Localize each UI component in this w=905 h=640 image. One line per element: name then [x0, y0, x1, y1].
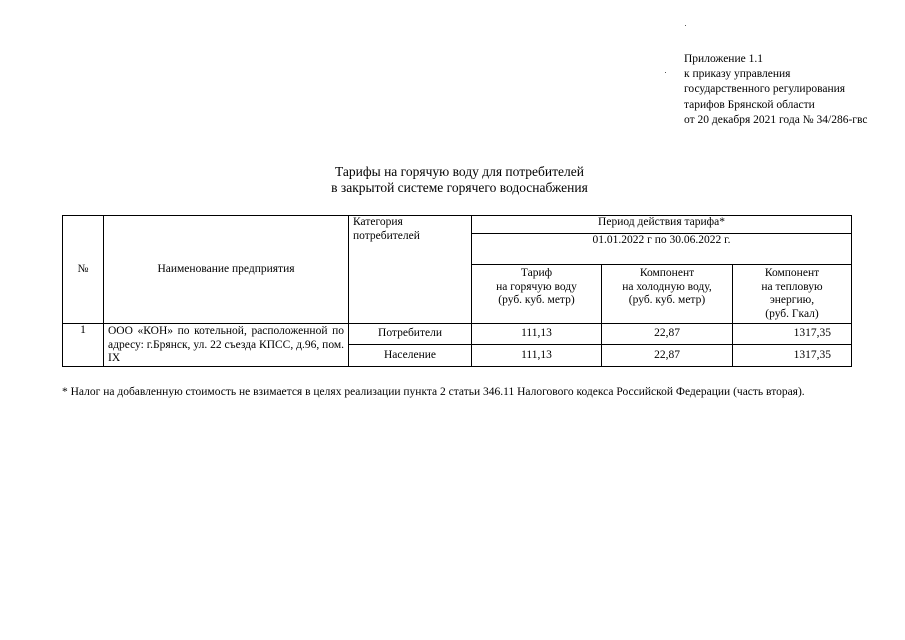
header-text: Компонент [764, 267, 820, 279]
heat-energy-component-value: 1317,35 [733, 324, 852, 345]
header-text: (руб. куб. метр) [498, 294, 575, 306]
header-text: на горячую воду [496, 280, 577, 293]
tariff-table [62, 215, 852, 367]
header-text: на тепловую [761, 280, 823, 293]
header-text: энергию, [769, 294, 815, 306]
row-number: 1 [63, 324, 104, 367]
header-text: Тариф [520, 267, 553, 279]
header-text: (руб. куб. метр) [628, 294, 706, 306]
scan-speck [665, 72, 666, 73]
cold-water-component-value: 22,87 [602, 345, 733, 366]
table-header-row [63, 216, 852, 234]
header-number: № [63, 216, 104, 324]
header-period-dates: 01.01.2022 г по 30.06.2022 г. [472, 234, 852, 265]
title-line: Тарифы на горячую воду для потребителей [335, 164, 584, 179]
header-heat-energy-component [733, 265, 852, 324]
header-text: Компонент [639, 267, 695, 279]
enterprise-name: ООО «КОН» по котельной, расположенной по адресу: г.Брянск, ул. 22 съезда КПСС, д.96, пом. IX [104, 324, 349, 367]
cold-water-component-value: 22,87 [602, 324, 733, 345]
header-hot-water-tariff [472, 265, 602, 324]
header-text: (руб. Гкал) [765, 307, 819, 320]
consumer-category: Потребители [349, 324, 472, 345]
hot-water-tariff-value: 111,13 [472, 345, 602, 366]
header-enterprise-name: Наименование предприятия [104, 216, 349, 324]
appendix-line: к приказу управления [684, 68, 791, 81]
header-text: на холодную воду, [622, 280, 712, 293]
appendix-line: от 20 декабря 2021 года № 34/286-гвс [684, 113, 868, 126]
heat-energy-component-value: 1317,35 [733, 345, 852, 366]
document-title [0, 164, 905, 196]
appendix-line: Приложение 1.1 [684, 53, 763, 65]
header-consumer-category: Категория потребителей [349, 216, 472, 324]
hot-water-tariff-value: 111,13 [472, 324, 602, 345]
title-line: в закрытой системе горячего водоснабжения [331, 180, 588, 195]
header-tariff-period: Период действия тарифа* [472, 216, 852, 234]
appendix-line: государственного регулирования [684, 83, 846, 96]
scan-speck [685, 25, 686, 26]
appendix-line: тарифов Брянской области [684, 98, 815, 111]
header-cold-water-component [602, 265, 733, 324]
table-row [63, 324, 852, 345]
appendix-block [684, 52, 867, 128]
vat-footnote: * Налог на добавленную стоимость не взимается в целях реализации пункта 2 статьи 346.11 Налогового кодекса Российской Федерации (часть вторая). [62, 386, 805, 398]
consumer-category: Население [349, 345, 472, 366]
